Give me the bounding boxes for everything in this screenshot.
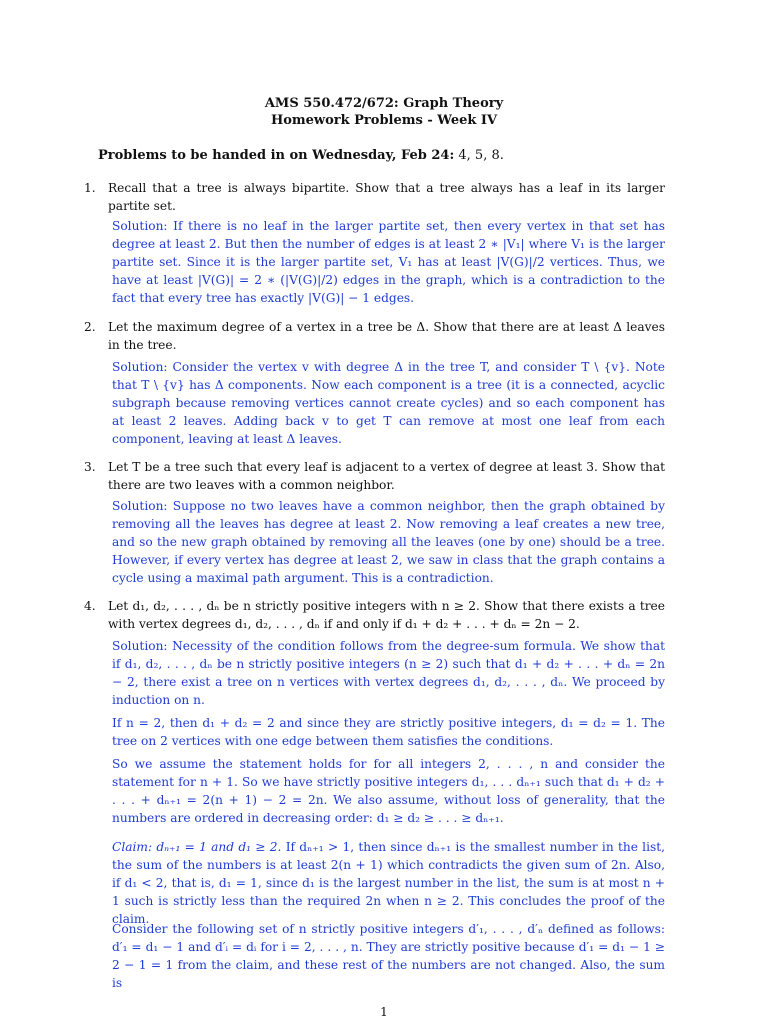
handin-label: Problems to be handed in on Wednesday, Feb 24: [98,148,455,163]
problem-4-solution-p3: So we assume the statement holds for for all integers 2, . . . , n and consider the statement for n + 1. So we have strictly positive integers d₁, . . . dₙ₊₁ such that d₁ + d₂ + . . . + dₙ₊₁ = 2(n + 1) − 2 = 2n. We also assume, without loss of generality, that the numbers are ordered in decreasing order: d₁ ≥ d₂ ≥ . . . ≥ dₙ₊₁. [112,757,665,825]
problem-3-solution: Solution: Suppose no two leaves have a common neighbor, then the graph obtained by removing all the leaves has degree at least 2. Now removing a leaf creates a new tree, and so the new graph obtained by removing all the leaves (one by one) should be a tree. However, if every vertex has degree at least 2, we saw in class that the graph contains a cycle using a maximal path argument. This is a contradiction. [112,499,665,585]
problem-3-statement: 3. Let T be a tree such that every leaf is adjacent to a vertex of degree at least 3. Show that there are two leaves with a common neighbor. [84,460,665,492]
course-title: AMS 550.472/672: Graph Theory [264,96,504,111]
problem-1-statement: 1. Recall that a tree is always bipartite. Show that a tree always has a leaf in its larger partite set. [84,181,665,213]
page-number: 1 [380,1005,388,1019]
handin-line [98,147,504,165]
problem-4-solution-p2: If n = 2, then d₁ + d₂ = 2 and since they are strictly positive integers, d₁ = d₂ = 1. The tree on 2 vertices with one edge between them satisfies the conditions. [112,716,665,748]
problem-number: 4. [84,599,96,613]
problem-4-claim: Claim: dₙ₊₁ = 1 and d₁ ≥ 2. If dₙ₊₁ > 1, then since dₙ₊₁ is the smallest number in the list, the sum of the numbers is at least 2(n + 1) which contradicts the given sum of 2n. Also, if d₁ < 2, that is, d₁ = 1, since d₁ is the largest number in the list, the sum is at most n + 1 such is strictly less than the required 2n when n ≥ 2. This concludes the proof of the claim. [112,840,666,926]
handin-value: 4, 5, 8. [454,148,504,163]
page-title [0,95,768,129]
problem-2-solution: Solution: Consider the vertex v with degree Δ in the tree T, and consider T \ {v}. Note that T \ {v} has Δ components. Now each component is a tree (it is a connected, acyclic subgraph because removing vertices cannot create cycles) and so each component has at least 2 leaves. Adding back v to get T can remove at most one leaf from each component, leaving at least Δ leaves. [112,360,665,446]
problem-number: 2. [84,320,96,334]
problem-4-statement: 4. Let d₁, d₂, . . . , dₙ be n strictly positive integers with n ≥ 2. Show that there exists a tree with vertex degrees d₁, d₂, . . . , dₙ if and only if d₁ + d₂ + . . . + dₙ = 2n − 2. [84,599,665,631]
problem-number: 3. [84,460,96,474]
problem-number: 1. [84,181,96,195]
problem-2-statement: 2. Let the maximum degree of a vertex in a tree be Δ. Show that there are at least Δ leaves in the tree. [84,320,665,352]
homework-title: Homework Problems - Week IV [270,113,498,128]
problem-4-solution-p5: Consider the following set of n strictly positive integers d′₁, . . . , d′ₙ defined as follows: d′₁ = d₁ − 1 and d′ᵢ = dᵢ for i = 2, . . . , n. They are strictly positive because d′₁ = d₁ − 1 ≥ 2 − 1 = 1 from the claim, and these rest of the numbers are not changed. Also, the sum is [112,922,665,990]
problem-1-solution: Solution: If there is no leaf in the larger partite set, then every vertex in that set has degree at least 2. But then the number of edges is at least 2 ∗ |V₁| where V₁ is the larger partite set. Since it is the larger partite set, V₁ has at least |V(G)|/2 vertices. Thus, we have at least |V(G)| = 2 ∗ (|V(G)|/2) edges in the graph, which is a contradiction to the fact that every tree has exactly |V(G)| − 1 edges. [112,219,665,305]
claim-label: Claim: dₙ₊₁ = 1 and d₁ ≥ 2. [112,840,282,854]
problem-4-solution-p1: Solution: Necessity of the condition follows from the degree-sum formula. We show that if d₁, d₂, . . . , dₙ be n strictly positive integers (n ≥ 2) such that d₁ + d₂ + . . . + dₙ = 2n − 2, there exist a tree on n vertices with vertex degrees d₁, d₂, . . . , dₙ. We proceed by induction on n. [112,639,665,707]
